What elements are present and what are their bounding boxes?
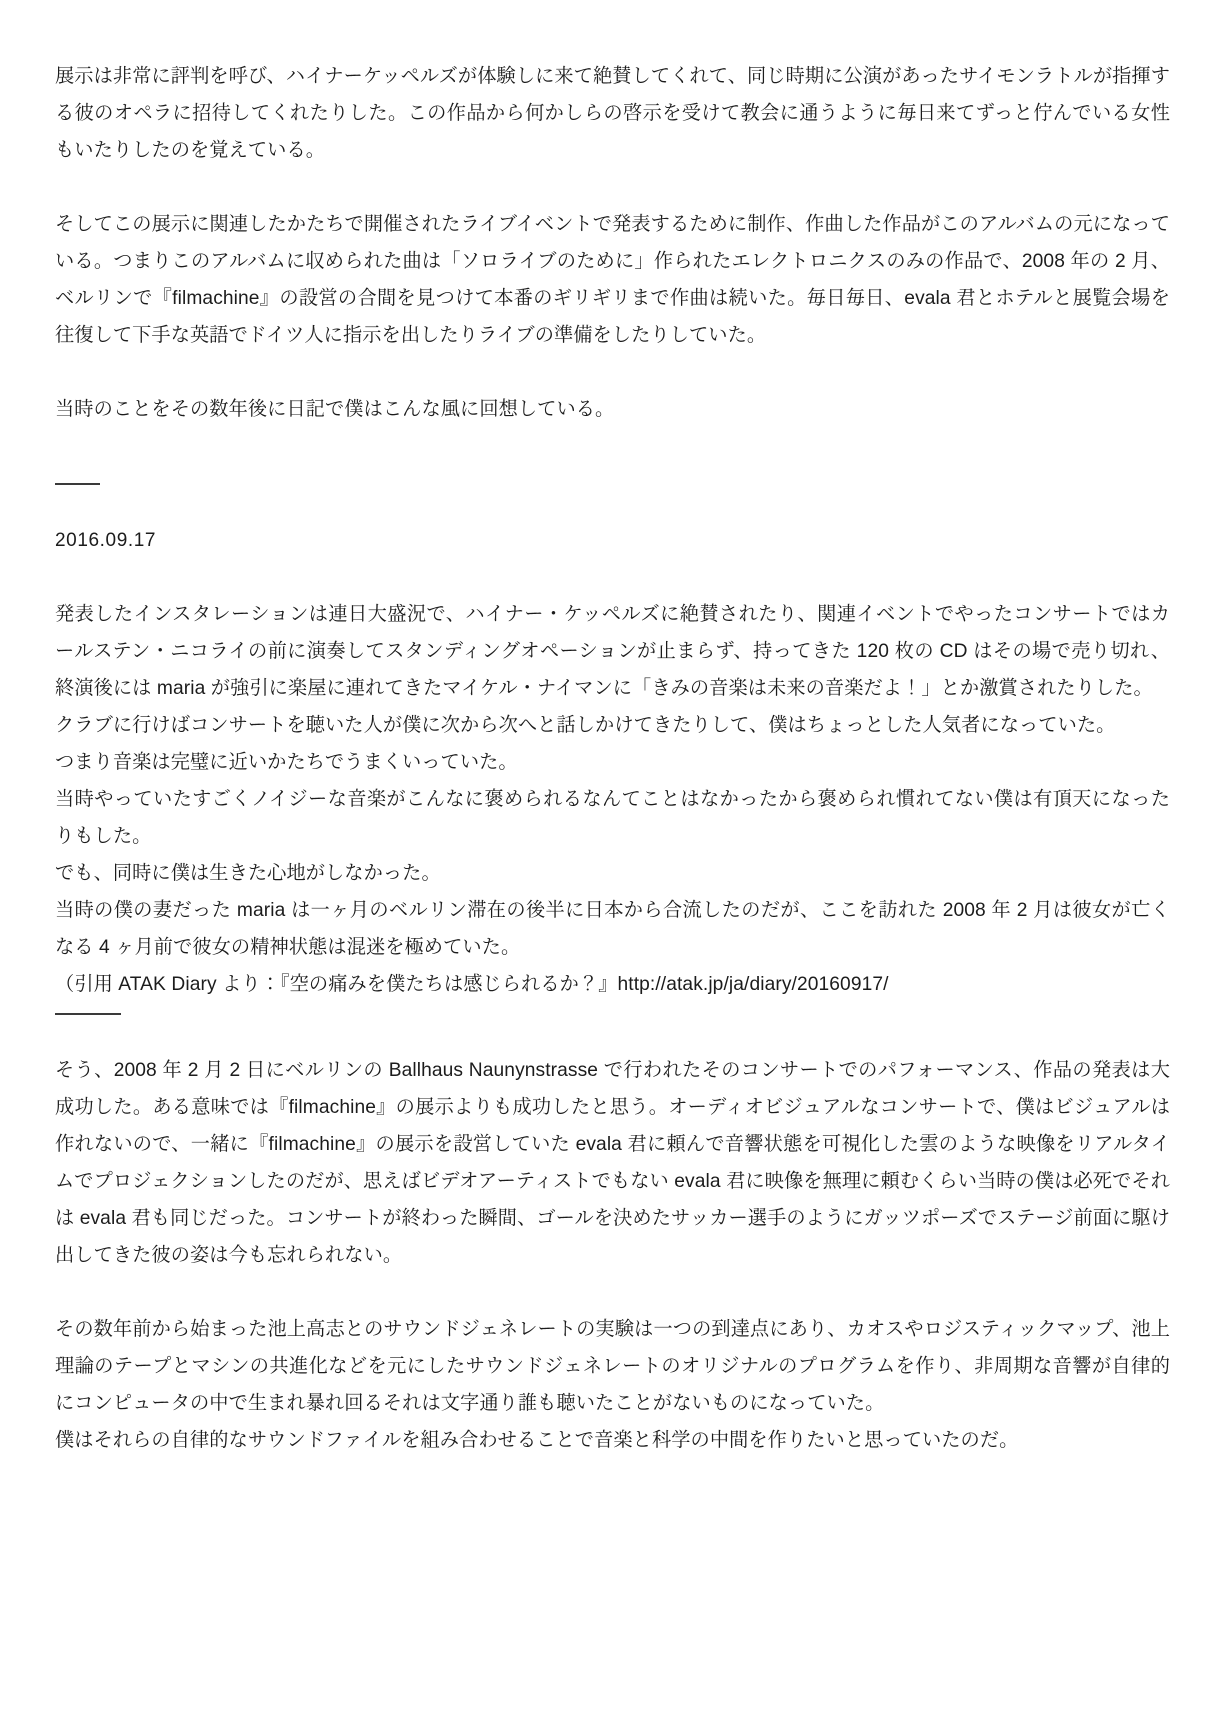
- diary-paragraph-1: 発表したインスタレーションは連日大盛況で、ハイナー・ケッペルズに絶賛されたり、関連イベントでやったコンサートではカールステン・ニコライの前に演奏してスタンディングオペーションが止まらず、持ってきた 120 枚の CD はその場で売り切れ、終演後には maria が強引に楽屋に連れてきたマイケル・ナイマンに「きみの音楽は未来の音楽だよ！」とか激賞されたりした。: [55, 604, 1170, 699]
- section-spacer: [55, 1003, 1170, 1013]
- section-spacer: [55, 428, 1170, 465]
- diary-paragraph-3: つまり音楽は完璧に近いかたちでうまくいっていた。: [55, 752, 518, 773]
- after-paragraph-3: 僕はそれらの自律的なサウンドファイルを組み合わせることで音楽と科学の中間を作りたいと思っていたのだ。: [55, 1430, 1019, 1451]
- divider-spacer: [55, 485, 1170, 522]
- section-intro: [55, 58, 1170, 428]
- diary-paragraph-6: 当時の僕の妻だった maria は一ヶ月のベルリン滞在の後半に日本から合流したのだが、ここを訪れた 2008 年 2 月は彼女が亡くなる 4 ヶ月前で彼女の精神状態は混迷を極めていた。: [55, 900, 1170, 958]
- divider-spacer: [55, 1015, 1170, 1052]
- intro-paragraph-2: そしてこの展示に関連したかたちで開催されたライブイベントで発表するために制作、作曲した作品がこのアルバムの元になっている。つまりこのアルバムに収められた曲は「ソロライブのために」作られたエレクトロニクスのみの作品で、2008 年の 2 月、ベルリンで『filmachine』の設営の合間を見つけて本番のギリギリまで作曲は続いた。毎日毎日、evala 君とホテルと展覧会場を往復して下手な英語でドイツ人に指示を出したりライブの準備をしたりしていた。: [55, 214, 1170, 346]
- after-paragraph-1: そう、2008 年 2 月 2 日にベルリンの Ballhaus Naunynstrasse で行われたそのコンサートでのパフォーマンス、作品の発表は大成功した。ある意味では『filmachine』の展示よりも成功したと思う。オーディオビジュアルなコンサートで、僕はビジュアルは作れないので、一緒に『filmachine』の展示を設営していた evala 君に頼んで音響状態を可視化した雲のような映像をリアルタイムでプロジェクションしたのだが、思えばビデオアーティストでもない evala 君に映像を無理に頼むくらい当時の僕は必死でそれは evala 君も同じだった。コンサートが終わった瞬間、ゴールを決めたサッカー選手のようにガッツポーズでステージ前面に駆け出してきた彼の姿は今も忘れられない。: [55, 1060, 1170, 1266]
- date-spacer: [55, 559, 1170, 596]
- diary-paragraph-4: 当時やっていたすごくノイジーな音楽がこんなに褒められるなんてことはなかったから褒められ慣れてない僕は有頂天になったりもした。: [55, 789, 1170, 847]
- diary-paragraph-2: クラブに行けばコンサートを聴いた人が僕に次から次へと話しかけてきたりして、僕はちょっとした人気者になっていた。: [55, 715, 1116, 736]
- section-diary-quote: [55, 596, 1170, 1003]
- paragraph-spacer: [55, 169, 1170, 206]
- section-after: [55, 1052, 1170, 1459]
- diary-citation: （引用 ATAK Diary より：『空の痛みを僕たちは感じられるか？』http://atak.jp/ja/diary/20160917/: [55, 974, 889, 995]
- intro-paragraph-1: 展示は非常に評判を呼び、ハイナーケッペルズが体験しに来て絶賛してくれて、同じ時期に公演があったサイモンラトルが指揮する彼のオペラに招待してくれたりした。この作品から何かしらの啓示を受けて教会に通うように毎日来てずっと佇んでいる女性もいたりしたのを覚えている。: [55, 66, 1170, 161]
- section-spacer: [55, 465, 1170, 483]
- paragraph-spacer: [55, 1274, 1170, 1311]
- diary-date: 2016.09.17: [55, 530, 157, 551]
- intro-paragraph-3: 当時のことをその数年後に日記で僕はこんな風に回想している。: [55, 399, 615, 420]
- document-body: [55, 58, 1170, 1459]
- diary-paragraph-5: でも、同時に僕は生きた心地がしなかった。: [55, 863, 441, 884]
- after-paragraph-2: その数年前から始まった池上高志とのサウンドジェネレートの実験は一つの到達点にあり、カオスやロジスティックマップ、池上理論のテープとマシンの共進化などを元にしたサウンドジェネレートのオリジナルのプログラムを作り、非周期な音響が自律的にコンピュータの中で生まれ暴れ回るそれは文字通り誰も聴いたことがないものになっていた。: [55, 1319, 1170, 1414]
- paragraph-spacer: [55, 354, 1170, 391]
